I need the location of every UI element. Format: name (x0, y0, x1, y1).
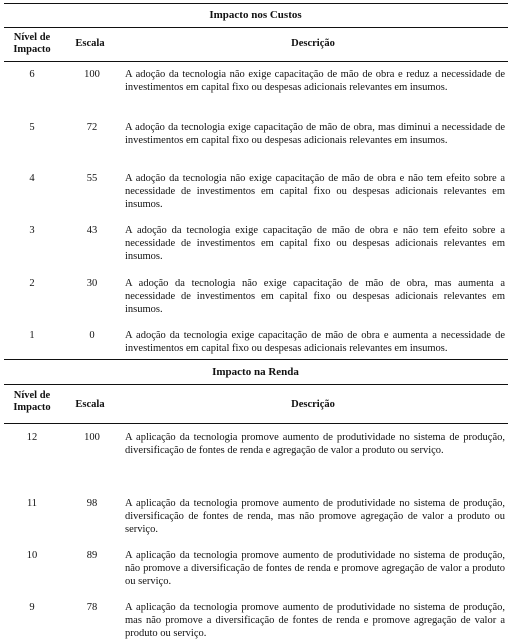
column-header-nivel (4, 390, 60, 414)
table-cell-descricao: A adoção da tecnologia não exige capacitação de mão de obra e não tem efeito sobre a necessidade de investimentos em capital fixo ou despesas adicionais relevantes em insumos. (125, 173, 505, 210)
column-header-escala: Escala (75, 38, 105, 49)
table-cell-descricao: A aplicação da tecnologia promove aumento de produtividade no sistema de produção, não promove a diversificação de fontes de renda e promove agregação de valor a produto ou serviço. (125, 550, 505, 587)
table-cell-escala: 30 (86, 278, 98, 289)
table-cell-escala: 98 (86, 498, 98, 509)
table-cell-nivel: 1 (29, 330, 35, 341)
table-cell-escala: 100 (84, 69, 100, 80)
table-cell-descricao: A aplicação da tecnologia promove aumento de produtividade no sistema de produção, mas não promove a diversificação de fontes de renda e promove agregação de valor a produto ou serviço. (125, 602, 505, 639)
column-header-nivel-line2: Impacto (13, 44, 51, 55)
table-cell-nivel: 2 (29, 278, 35, 289)
table-cell-escala: 0 (89, 330, 95, 341)
column-header-nivel-line2: Impacto (13, 402, 51, 413)
table-cell-nivel: 5 (29, 122, 35, 133)
table-cell-descricao: A adoção da tecnologia exige capacitação de mão de obra, mas diminui a necessidade de investimentos em capital fixo ou despesas adicionais relevantes em insumos. (125, 122, 505, 146)
table-cell-descricao: A aplicação da tecnologia promove aumento de produtividade no sistema de produção, diversificação de fontes de renda, mas não promove agregação de valor a produto ou serviço. (125, 498, 505, 535)
table-cell-escala: 89 (86, 550, 98, 561)
table-cell-escala: 78 (86, 602, 98, 613)
table-rule (4, 27, 508, 28)
section-title-renda: Impacto na Renda (212, 366, 299, 378)
table-cell-descricao: A adoção da tecnologia não exige capacitação de mão de obra e reduz a necessidade de investimentos em capital fixo ou despesas adicionais relevantes em insumos. (125, 69, 505, 93)
table-rule (4, 384, 508, 385)
table-bottom-rule (4, 359, 508, 360)
table-cell-nivel: 4 (29, 173, 35, 184)
table-cell-descricao: A adoção da tecnologia exige capacitação de mão de obra e não tem efeito sobre a necessidade de investimentos em capital fixo ou despesas adicionais relevantes em insumos. (125, 225, 505, 262)
table-cell-descricao: A adoção da tecnologia não exige capacitação de mão de obra, mas aumenta a necessidade de investimentos em capital fixo ou despesas adicionais relevantes em insumos. (125, 278, 505, 315)
column-header-escala: Escala (75, 399, 105, 410)
section-title-custos: Impacto nos Custos (209, 9, 302, 21)
table-cell-nivel: 10 (26, 550, 38, 561)
table-top-rule (4, 3, 508, 4)
table-cell-nivel: 12 (26, 432, 38, 443)
table-cell-descricao: A aplicação da tecnologia promove aumento de produtividade no sistema de produção, diversificação de fontes de renda e agregação de valor a produto ou serviço. (125, 432, 505, 456)
column-header-descricao: Descrição (291, 399, 335, 410)
table-cell-descricao: A adoção da tecnologia exige capacitação de mão de obra e aumenta a necessidade de investimentos em capital fixo ou despesas adicionais relevantes em insumos. (125, 330, 505, 354)
column-header-nivel (4, 32, 60, 56)
table-cell-nivel: 6 (29, 69, 35, 80)
table-rule (4, 423, 508, 424)
table-cell-nivel: 11 (26, 498, 38, 509)
column-header-descricao: Descrição (291, 38, 335, 49)
table-cell-nivel: 3 (29, 225, 35, 236)
table-rule (4, 61, 508, 62)
table-cell-escala: 72 (86, 122, 98, 133)
column-header-nivel-line1: Nível de (13, 390, 51, 401)
table-cell-escala: 100 (84, 432, 100, 443)
column-header-nivel-line1: Nível de (13, 32, 51, 43)
table-cell-escala: 55 (86, 173, 98, 184)
table-cell-nivel: 9 (29, 602, 35, 613)
table-cell-escala: 43 (86, 225, 98, 236)
